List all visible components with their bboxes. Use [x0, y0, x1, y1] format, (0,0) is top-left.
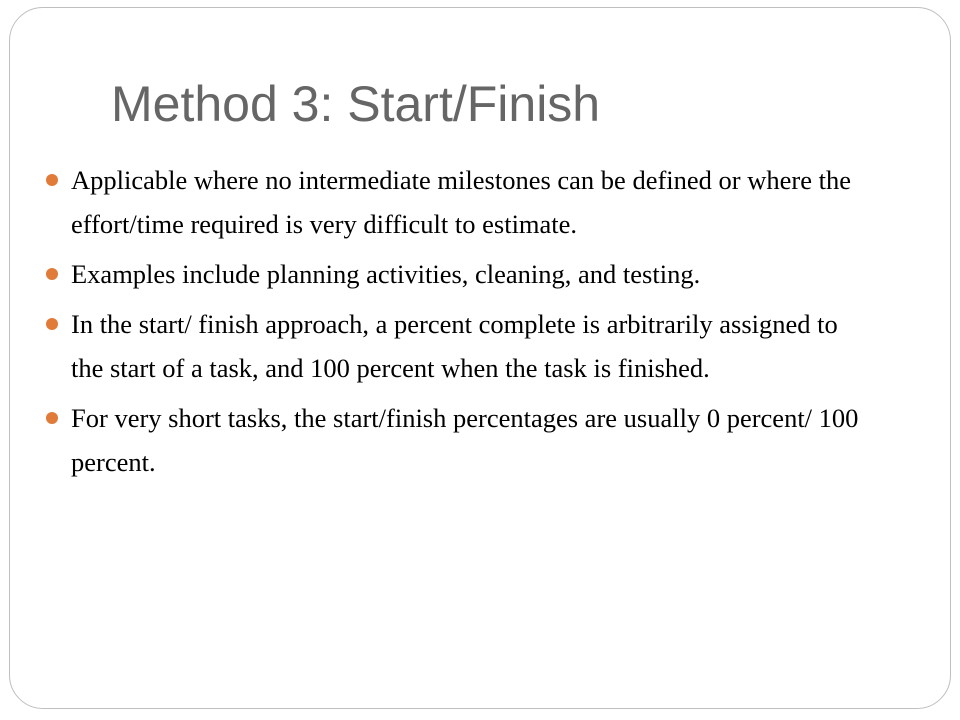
bullet-text: Applicable where no intermediate milestones can be defined or where the effort/time required is very difficult to estimate.: [71, 165, 851, 239]
bullet-list: [0, 158, 960, 490]
bullet-item: [0, 302, 871, 390]
bullet-item: [0, 158, 871, 246]
bullet-dot-icon: [46, 412, 58, 424]
bullet-item: [0, 396, 871, 484]
bullet-text: Examples include planning activities, cleaning, and testing.: [71, 259, 701, 289]
bullet-text: In the start/ finish approach, a percent complete is arbitrarily assigned to the start of a task, and 100 percent when the task is finished.: [71, 309, 838, 383]
bullet-text: For very short tasks, the start/finish percentages are usually 0 percent/ 100 percent.: [71, 403, 859, 477]
bullet-dot-icon: [46, 174, 58, 186]
bullet-dot-icon: [46, 318, 58, 330]
bullet-item: [0, 252, 871, 296]
slide-title: Method 3: Start/Finish: [111, 76, 601, 132]
bullet-dot-icon: [46, 268, 58, 280]
